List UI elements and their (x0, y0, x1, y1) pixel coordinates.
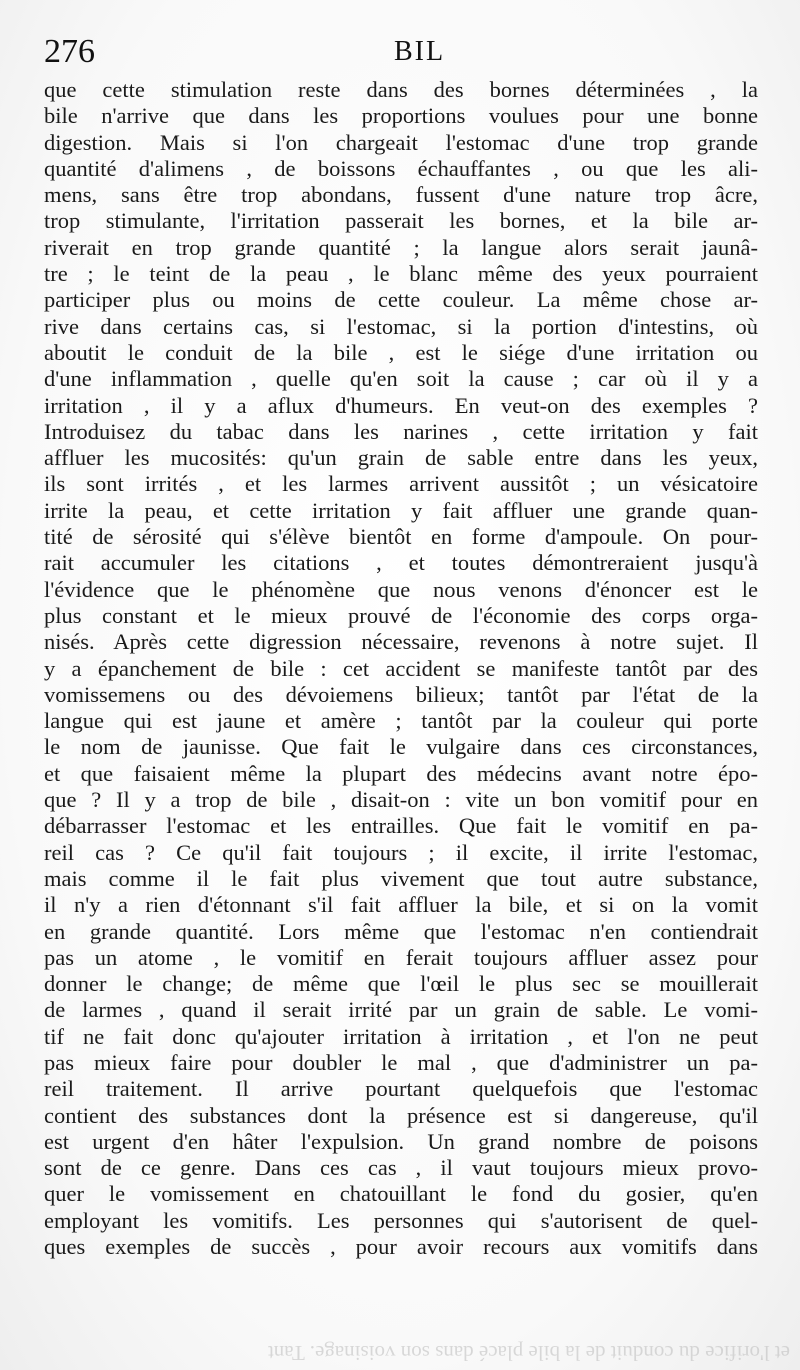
text-line: quantité d'alimens , de boissons échauffantes , ou que les ali- (44, 155, 758, 181)
text-line: l'évidence que le phénomène que nous venons d'énoncer est le (44, 576, 758, 602)
text-line: digestion. Mais si l'on chargeait l'estomac d'une trop grande (44, 129, 758, 155)
text-line: tif ne fait donc qu'ajouter irritation à irritation , et l'on ne peut (44, 1023, 758, 1049)
text-line: ques exemples de succès , pour avoir recours aux vomitifs dans (44, 1234, 758, 1260)
text-line: est urgent d'en hâter l'expulsion. Un grand nombre de poisons (44, 1128, 758, 1154)
text-line: et que faisaient même la plupart des médecins avant notre épo- (44, 760, 758, 786)
text-line: Introduisez du tabac dans les narines , cette irritation y fait (44, 418, 758, 444)
text-line: de larmes , quand il serait irrité par un grain de sable. Le vomi- (44, 997, 758, 1023)
page-number: 276 (44, 33, 95, 70)
text-line: employant les vomitifs. Les personnes qui s'autorisent de quel- (44, 1207, 758, 1233)
text-line: langue qui est jaune et amère ; tantôt par la couleur qui porte (44, 708, 758, 734)
text-line: il n'y a rien d'étonnant s'il fait affluer la bile, et si on la vomit (44, 892, 758, 918)
text-line: quer le vomissement en chatouillant le fond du gosier, qu'en (44, 1181, 758, 1207)
running-head: BIL (394, 36, 446, 67)
text-line: aboutit le conduit de la bile , est le siége d'une irritation ou (44, 339, 758, 365)
text-line: tité de sérosité qui s'élève bientôt en forme d'ampoule. On pour- (44, 524, 758, 550)
text-line: sont de ce genre. Dans ces cas , il vaut toujours mieux provo- (44, 1155, 758, 1181)
text-line: que ? Il y a trop de bile , disait-on : vite un bon vomitif pour en (44, 787, 758, 813)
text-line: le nom de jaunisse. Que fait le vulgaire dans ces circonstances, (44, 734, 758, 760)
text-line: irrite la peau, et cette irritation y fait affluer une grande quan- (44, 497, 758, 523)
text-line: vomissemens ou des dévoiemens bilieux; tantôt par l'état de la (44, 681, 758, 707)
text-line: nisés. Après cette digression nécessaire, revenons à notre sujet. Il (44, 629, 758, 655)
text-line: trop stimulante, l'irritation passerait les bornes, et la bile ar- (44, 208, 758, 234)
page-header (44, 30, 760, 74)
text-line: mens, sans être trop abondans, fussent d'une nature trop âcre, (44, 182, 758, 208)
text-line: participer plus ou moins de cette couleur. La même chose ar- (44, 287, 758, 313)
text-line: bile n'arrive que dans les proportions voulues pour une bonne (44, 103, 758, 129)
text-line: reil cas ? Ce qu'il fait toujours ; il excite, il irrite l'estomac, (44, 839, 758, 865)
body-text (44, 77, 758, 1260)
text-line: d'une inflammation , quelle qu'en soit la cause ; car où il y a (44, 366, 758, 392)
text-line: contient des substances dont la présence est si dangereuse, qu'il (44, 1102, 758, 1128)
text-line: plus constant et le mieux prouvé de l'économie des corps orga- (44, 602, 758, 628)
text-line: y a épanchement de bile : cet accident se manifeste tantôt par des (44, 655, 758, 681)
text-line: pas mieux faire pour doubler le mal , que d'administrer un pa- (44, 1049, 758, 1075)
text-line: irritation , il y a aflux d'humeurs. En veut-on des exemples ? (44, 392, 758, 418)
text-line: tre ; le teint de la peau , le blanc même des yeux pourraient (44, 261, 758, 287)
text-line: en grande quantité. Lors même que l'estomac n'en contiendrait (44, 918, 758, 944)
text-line: affluer les mucosités: qu'un grain de sable entre dans les yeux, (44, 445, 758, 471)
text-line: que cette stimulation reste dans des bornes déterminées , la (44, 77, 758, 102)
text-line: donner le change; de même que l'œil le plus sec se mouillerait (44, 971, 758, 997)
text-line: pas un atome , le vomitif en ferait toujours affluer assez pour (44, 944, 758, 970)
text-line: mais comme il le fait plus vivement que tout autre substance, (44, 865, 758, 891)
text-line: rait accumuler les citations , et toutes démontreraient jusqu'à (44, 550, 758, 576)
text-line: débarrasser l'estomac et les entrailles. Que fait le vomitif en pa- (44, 813, 758, 839)
text-line: ils sont irrités , et les larmes arrivent aussitôt ; un vésicatoire (44, 471, 758, 497)
text-line: riverait en trop grande quantité ; la langue alors serait jaunâ- (44, 234, 758, 260)
bleed-through-text: et l'orifice du conduit de la bile placé dans son voisinage. Tant (267, 1341, 790, 1365)
text-line: reil traitement. Il arrive pourtant quelquefois que l'estomac (44, 1076, 758, 1102)
text-line: rive dans certains cas, si l'estomac, si la portion d'intestins, où (44, 313, 758, 339)
